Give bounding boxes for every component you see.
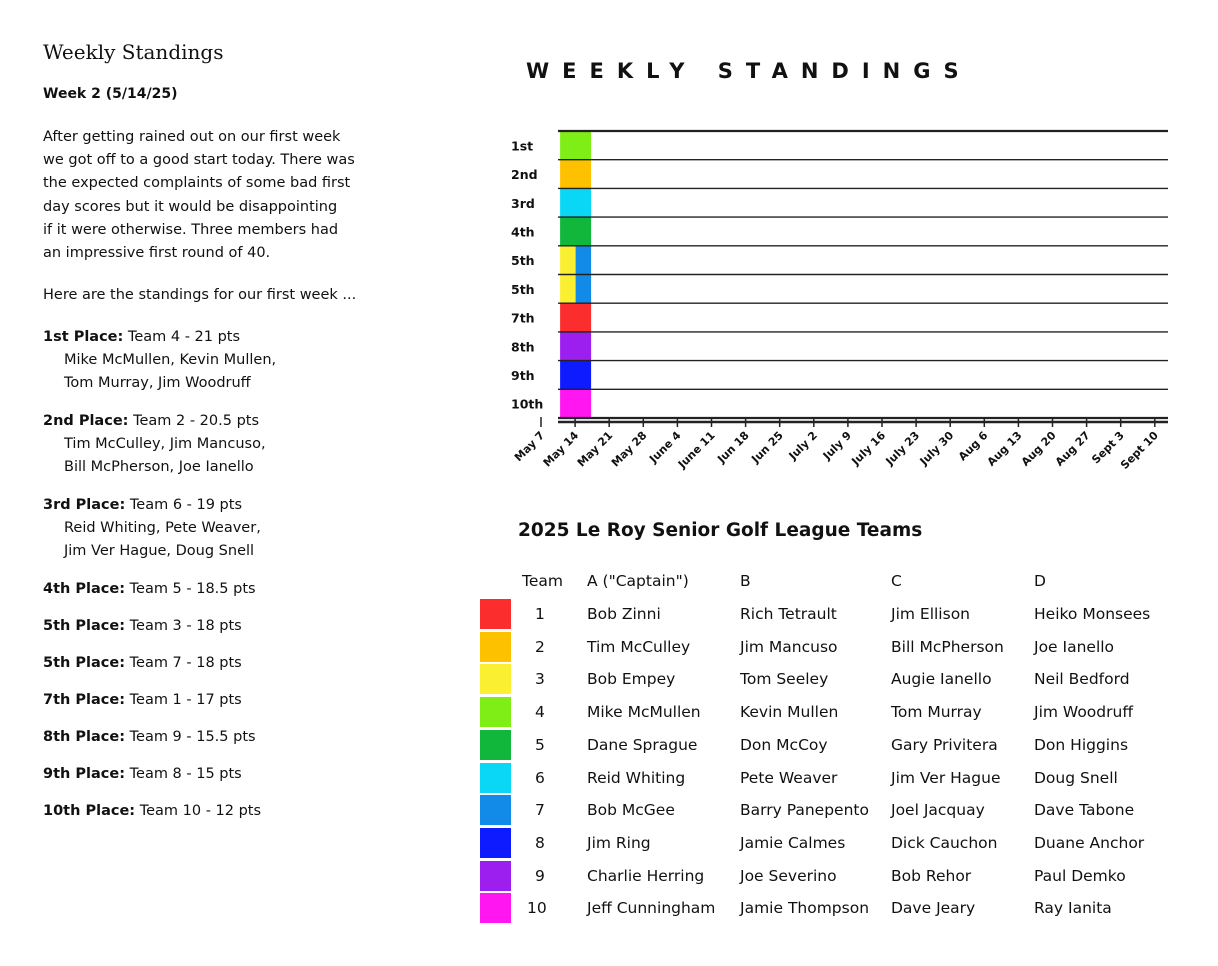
standing-entry (43, 689, 373, 712)
table-row (478, 730, 1198, 760)
chart-title: WEEKLY STANDINGS (526, 59, 972, 83)
standing-members: Bill McPherson, Joe Ianello (64, 459, 254, 476)
team-member: Jim Ellison (891, 605, 970, 623)
table-row (478, 599, 1198, 629)
standing-entry (43, 652, 373, 675)
team-member: Joel Jacquay (891, 801, 985, 820)
table-row (478, 893, 1198, 923)
table-row (478, 697, 1198, 727)
team-number: 2 (535, 637, 545, 656)
team-member: Joe Ianello (1034, 637, 1115, 656)
standing-entry (43, 578, 373, 601)
standing-line (43, 494, 373, 517)
team-number: 10 (527, 899, 547, 918)
standing-bar-team-1 (560, 303, 591, 332)
team-number: 9 (535, 866, 545, 885)
standing-summary: Team 7 - 18 pts (129, 655, 242, 672)
standing-place: 7th Place: (43, 692, 126, 709)
x-tick-label: July 9 (820, 428, 855, 463)
standing-entry (43, 763, 373, 786)
team-color-swatch (480, 763, 511, 793)
team-member: Jamie Thompson (740, 899, 870, 918)
x-tick-label: July 2 (786, 428, 820, 463)
standing-summary: Team 5 - 18.5 pts (129, 581, 256, 598)
team-number: 5 (535, 735, 545, 754)
paragraph-line: day scores but it would be disappointing (43, 198, 338, 215)
team-member: Charlie Herring (587, 866, 705, 885)
standing-members: Mike McMullen, Kevin Mullen, (64, 352, 277, 369)
teams-header-cell: C (891, 572, 902, 590)
teams-header-cell: Team (522, 572, 563, 590)
team-member: Ray Ianita (1034, 899, 1112, 918)
team-color-swatch (480, 828, 511, 858)
team-member: Jeff Cunningham (587, 899, 716, 918)
standing-bar-team-5 (560, 217, 591, 246)
x-tick-label: Aug 27 (1052, 428, 1093, 469)
team-member: Bob Rehor (891, 866, 972, 885)
team-member: Jim Woodruff (1034, 703, 1134, 722)
x-tick-label: Aug 13 (984, 428, 1025, 469)
team-member: Rich Tetrault (740, 605, 837, 623)
team-member: Barry Panepento (740, 801, 869, 820)
standing-summary: Team 8 - 15 pts (129, 766, 242, 783)
teams-table-title: 2025 Le Roy Senior Golf League Teams (518, 520, 923, 541)
standing-summary: Team 6 - 19 pts (129, 497, 243, 514)
paragraph-line: an impressive first round of 40. (43, 245, 271, 262)
table-row (478, 632, 1198, 662)
rank-label: 8th (511, 339, 535, 355)
x-tick-label: June 11 (675, 428, 718, 471)
standings-intro: Here are the standings for our first week ... (43, 287, 357, 304)
team-color-swatch (480, 664, 511, 694)
standing-line (43, 652, 373, 675)
standing-entry (43, 410, 373, 479)
standing-members: Jim Ver Hague, Doug Snell (64, 543, 255, 560)
standing-line (43, 615, 373, 638)
rank-label: 9th (511, 367, 535, 383)
rank-label: 4th (511, 224, 535, 240)
standing-summary: Team 3 - 18 pts (129, 618, 242, 635)
paragraph-line: the expected complaints of some bad first (43, 175, 351, 192)
standing-entry (43, 615, 373, 638)
team-member: Reid Whiting (587, 768, 686, 787)
standing-place: 2nd Place: (43, 413, 129, 430)
paragraph-line: if it were otherwise. Three members had (43, 221, 339, 238)
team-color-swatch (480, 893, 511, 923)
standing-place: 8th Place: (43, 729, 126, 746)
team-member: Don Higgins (1034, 735, 1129, 754)
team-number: 6 (535, 768, 545, 787)
standing-bar-team-4 (560, 131, 591, 160)
team-member: Dave Tabone (1034, 801, 1135, 820)
team-member: Gary Privitera (891, 735, 998, 754)
teams-header-cell: A ("Captain") (587, 572, 689, 590)
standing-place: 5th Place: (43, 655, 126, 672)
team-member: Don McCoy (740, 735, 828, 754)
x-tick-label: May 14 (540, 428, 582, 470)
team-member: Bob Zinni (587, 605, 661, 623)
standing-entry (43, 726, 373, 749)
team-member: Mike McMullen (587, 703, 701, 722)
rank-label: 2nd (511, 167, 538, 183)
x-tick-label: Aug 6 (955, 428, 991, 464)
team-color-swatch (480, 861, 511, 891)
team-member: Tim McCulley (587, 637, 691, 656)
team-member: Jim Mancuso (740, 637, 838, 656)
intro-paragraph (43, 126, 373, 265)
team-color-swatch (480, 795, 511, 825)
rank-gridlines (558, 131, 1168, 418)
team-member: Tom Seeley (740, 670, 829, 689)
team-color-swatch (480, 632, 511, 662)
standing-bar-team-6 (560, 188, 591, 217)
standing-line (43, 726, 373, 749)
table-row (478, 664, 1198, 694)
x-tick-label: May 21 (574, 428, 616, 470)
standing-place: 10th Place: (43, 803, 136, 820)
team-member: Heiko Monsees (1034, 605, 1151, 623)
standing-place: 3rd Place: (43, 497, 126, 514)
standing-bar-team-9 (560, 332, 591, 361)
teams-header-cell: B (740, 572, 751, 590)
team-member: Augie Ianello (891, 670, 992, 689)
x-tick-label: Aug 20 (1018, 428, 1059, 469)
team-member: Paul Demko (1034, 866, 1126, 885)
standing-bar-team-10 (560, 389, 591, 418)
team-member: Joe Severino (740, 866, 837, 885)
table-row (478, 828, 1198, 858)
standing-summary: Team 10 - 12 pts (139, 803, 262, 820)
team-member: Dane Sprague (587, 735, 698, 754)
team-color-swatch (480, 697, 511, 727)
team-member: Dave Jeary (891, 899, 976, 918)
table-row (478, 795, 1198, 825)
standing-bar-team-2 (560, 160, 591, 189)
standing-place: 4th Place: (43, 581, 126, 598)
x-tick-label: July 23 (883, 428, 923, 468)
table-row (478, 763, 1198, 793)
x-tick-label: Sept 3 (1089, 428, 1127, 467)
rank-label: 10th (511, 396, 544, 412)
teams-table-header (478, 566, 1198, 596)
x-tick-label: Jun 18 (715, 428, 752, 466)
team-member: Dick Cauchon (891, 833, 998, 852)
standing-members: Reid Whiting, Pete Weaver, (64, 520, 261, 537)
x-tick-label: May 28 (608, 428, 650, 470)
standing-summary: Team 9 - 15.5 pts (129, 729, 256, 746)
standing-entry (43, 326, 373, 395)
team-member: Jim Ver Hague (891, 768, 1001, 787)
x-tick-label: Jun 25 (749, 428, 786, 466)
standing-place: 9th Place: (43, 766, 126, 783)
paragraph-line: After getting rained out on our first week (43, 129, 341, 145)
x-tick-label: Sept 10 (1118, 428, 1161, 472)
standing-line (43, 326, 373, 349)
team-member: Tom Murray (891, 703, 982, 722)
standing-place: 1st Place: (43, 329, 124, 346)
standing-line (43, 578, 373, 601)
standing-line (43, 763, 373, 786)
sidebar-title: Weekly Standings (43, 40, 224, 64)
team-member: Pete Weaver (740, 768, 838, 787)
standings-list (43, 326, 373, 823)
team-number: 7 (535, 801, 545, 820)
weekly-standings-chart (470, 40, 1190, 480)
rank-label: 3rd (511, 195, 535, 211)
standing-summary: Team 2 - 20.5 pts (133, 413, 260, 430)
rank-label: 7th (511, 310, 535, 326)
team-member: Bob McGee (587, 801, 675, 820)
team-color-swatch (480, 730, 511, 760)
team-member: Jamie Calmes (740, 833, 846, 852)
week-label: Week 2 (5/14/25) (43, 86, 178, 102)
standing-members: Tom Murray, Jim Woodruff (64, 375, 251, 392)
team-number: 8 (535, 833, 545, 852)
standing-summary: Team 4 - 21 pts (127, 329, 241, 346)
x-tick-label: July 16 (849, 428, 889, 468)
team-member: Jim Ring (587, 833, 651, 852)
team-color-swatch (480, 599, 511, 629)
team-member: Bob Empey (587, 670, 676, 689)
x-tick-label: June 4 (646, 428, 684, 466)
rank-label: 1st (511, 138, 534, 154)
standing-entry (43, 494, 373, 563)
standing-line (43, 800, 373, 823)
teams-header-cell: D (1034, 572, 1046, 590)
table-row (478, 861, 1198, 891)
standing-bar-team-8 (560, 361, 591, 390)
standing-place: 5th Place: (43, 618, 126, 635)
standing-summary: Team 1 - 17 pts (129, 692, 242, 709)
standing-line (43, 410, 373, 433)
standing-entry (43, 800, 373, 823)
team-member: Neil Bedford (1034, 670, 1130, 689)
team-member: Bill McPherson (891, 637, 1004, 656)
team-number: 4 (535, 703, 545, 722)
x-tick-label: July 30 (917, 428, 957, 468)
paragraph-line: we got off to a good start today. There was (43, 152, 355, 169)
standing-members: Tim McCulley, Jim Mancuso, (64, 436, 266, 453)
standings-sidebar (43, 40, 373, 823)
rank-label: 5th (511, 253, 535, 269)
team-member: Kevin Mullen (740, 703, 839, 722)
team-number: 1 (535, 605, 545, 623)
rank-labels (511, 138, 543, 411)
rank-label: 5th (511, 281, 535, 297)
week-axis (512, 417, 1168, 472)
standing-line (43, 689, 373, 712)
team-number: 3 (535, 670, 545, 689)
x-tick-label: May 7 (511, 428, 548, 465)
team-member: Doug Snell (1034, 768, 1118, 787)
team-member: Duane Anchor (1034, 833, 1145, 852)
